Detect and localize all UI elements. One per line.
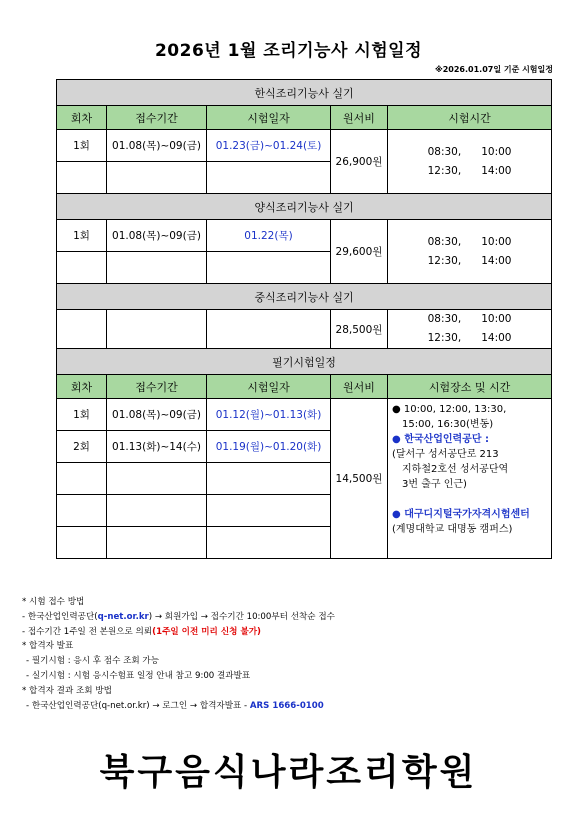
table-row [57,399,552,431]
header-fee: 원서비 [331,106,388,130]
org-line: ● 한국산업인력공단 : [392,434,489,445]
fee-cell: 28,500원 [331,310,388,349]
time-a2: 10:00 [481,313,512,325]
section-title: 양식조리기능사 실기 [57,194,552,220]
basis-date-note: ※2026.01.07일 기준 시험일정 [434,65,553,74]
note-line: - 실기시험 : 시험 응시수험표 일정 안내 참고 9:00 결과발표 [26,670,251,681]
note-text: ) → 회원가입 → 접수기간 10:00부터 선착순 접수 [148,611,335,622]
fee-cell: 26,900원 [331,130,388,194]
reg-cell: 01.08(목)~09(금) [107,399,207,431]
time-cell [388,220,552,284]
round-cell: 2회 [57,431,107,463]
exam-cell: 01.12(월)~01.13(화) [207,399,331,431]
time-a1: 08:30, [427,313,462,325]
table-header [57,106,552,130]
exam-cell: 01.23(금)~01.24(토) [207,130,331,162]
header-reg: 접수기간 [107,375,207,399]
header-round: 회차 [57,375,107,399]
time-b1: 12:30, [427,164,462,177]
qnet-link[interactable]: q-net.or.kr [97,611,149,622]
org2: 대구디지털국가자격시험센터 [404,509,530,520]
time-b2: 14:00 [481,254,512,267]
times-line2: 15:00, 16:30(변동) [402,419,494,430]
section-title: 한식조리기능사 실기 [57,80,552,106]
time-b1: 12:30, [427,332,462,344]
header-fee: 원서비 [331,375,388,399]
time-b2: 14:00 [481,164,512,177]
note-text: - 한국산업인력공단(q-net.or.kr) → 로그인 → 합격자발표 - [26,700,250,711]
page-title: 2026년 1월 조리기능사 시험일정 [154,41,423,61]
times-line1: 10:00, 12:00, 13:30, [403,404,507,415]
section-chinese [57,284,552,310]
note-line: * 시험 접수 방법 [22,597,85,607]
note-line: * 합격자 발표 [22,641,74,652]
section-title: 필기시험일정 [57,349,552,375]
reg-cell: 01.08(목)~09(금) [107,130,207,162]
org1: 한국산업인력공단 : [404,434,489,445]
round-cell: 1회 [57,399,107,431]
round-cell: 1회 [57,220,107,252]
warning-text: (1주일 이전 미리 신청 불가) [152,626,261,637]
fee-cell: 14,500원 [331,399,388,559]
reg-cell: 01.08(목)~09(금) [107,220,207,252]
ars-number: ARS 1666-0100 [249,700,324,711]
exam-cell: 01.19(월)~01.20(화) [207,431,331,463]
time-a2: 10:00 [481,235,512,248]
table-row [57,220,552,252]
note-line: - 필기시험 : 응시 후 점수 조회 가능 [26,656,160,667]
header-exam: 시험일자 [207,106,331,130]
note-line [22,610,335,625]
time-a2: 10:00 [481,145,512,158]
academy-name: 북구음식나라조리학원 [99,752,478,793]
addr3: 3번 출구 인근) [402,479,467,490]
header-round: 회차 [57,106,107,130]
fee-cell: 29,600원 [331,220,388,284]
org-line: ● 대구디지털국가자격시험센터 [392,509,530,520]
table-header [57,375,552,399]
header-time: 시험시간 [388,106,552,130]
table-row [57,130,552,162]
time-a1: 08:30, [427,145,462,158]
section-written [57,349,552,375]
times-line: ● 10:00, 12:00, 13:30, [392,404,507,415]
addr4: (계명대학교 대명동 캠퍼스) [392,524,513,535]
note-line [22,699,335,714]
header-exam: 시험일자 [207,375,331,399]
time-a1: 08:30, [427,235,462,248]
section-title: 중식조리기능사 실기 [57,284,552,310]
addr1: (달서구 성서공단로 213 [392,449,499,460]
header-reg: 접수기간 [107,106,207,130]
exam-cell: 01.22(목) [207,220,331,252]
section-western [57,194,552,220]
time-b1: 12:30, [427,254,462,267]
time-cell [388,130,552,194]
note-line: * 합격자 결과 조회 방법 [22,685,112,696]
round-cell: 1회 [57,130,107,162]
notes-block [22,595,335,713]
place-time-cell [388,399,552,559]
note-line [22,625,335,640]
note-text: - 접수기간 1주일 전 본원으로 의뢰 [22,626,153,637]
section-korean [57,80,552,106]
reg-cell: 01.13(화)~14(수) [107,431,207,463]
note-text: - 한국산업인력공단( [22,611,98,622]
schedule-table [56,79,552,559]
table-row [57,310,552,349]
addr2: 지하철2호선 성서공단역 [402,464,509,475]
time-b2: 14:00 [481,332,512,344]
time-cell [388,310,552,349]
header-place-time: 시험장소 및 시간 [388,375,552,399]
